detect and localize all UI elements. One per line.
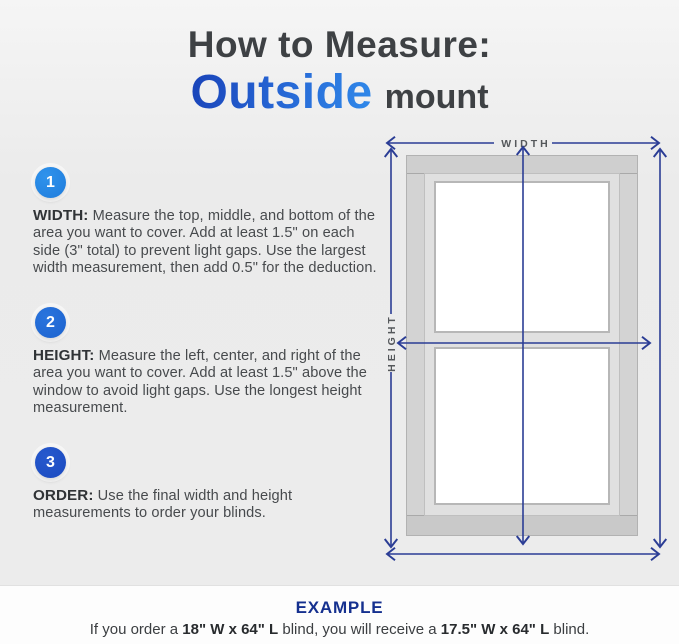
measurement-arrows-overlay xyxy=(380,130,672,570)
step-2-label: HEIGHT: xyxy=(33,347,95,364)
example-ordered-size: 18" W x 64" L xyxy=(182,621,279,638)
step-3-order xyxy=(33,447,377,523)
step-2-height xyxy=(33,307,377,418)
step-2-text xyxy=(33,347,377,418)
title-line-1: How to Measure: xyxy=(187,24,492,65)
title-line-2 xyxy=(0,65,679,119)
example-received-size: 17.5" W x 64" L xyxy=(440,621,550,638)
step-1-number-badge: 1 xyxy=(35,167,66,198)
window-measurement-diagram xyxy=(380,130,672,570)
page-title xyxy=(0,24,679,118)
step-1-width xyxy=(33,167,377,278)
width-dimension-label: WIDTH xyxy=(501,138,551,150)
step-1-label: WIDTH: xyxy=(33,207,89,224)
step-1-text xyxy=(33,207,377,278)
example-text-middle: blind, you will receive a xyxy=(278,621,441,638)
step-2-number-badge: 2 xyxy=(35,307,66,338)
example-heading: EXAMPLE xyxy=(295,598,384,617)
height-dimension-label: HEIGHT xyxy=(386,314,398,372)
step-3-number-badge: 3 xyxy=(35,447,66,478)
title-mount-text: mount xyxy=(384,77,489,116)
example-text-prefix: If you order a xyxy=(89,621,183,638)
example-sentence xyxy=(0,621,679,638)
step-3-label: ORDER: xyxy=(33,487,94,504)
step-3-text xyxy=(33,487,377,523)
step-1-description: Measure the top, middle, and bottom of the area you want to cover. Add at least 1.5" on each side (3" total) to prevent light gaps. Use the largest width measurement, then add 0.5" for the deduction. xyxy=(33,208,377,277)
step-3-description: Use the final width and height measurements to order your blinds. xyxy=(33,488,293,522)
example-text-suffix: blind. xyxy=(549,621,590,638)
step-2-description: Measure the left, center, and right of the area you want to cover. Add at least 1.5" above the window to avoid light gaps. Use the longest height measurement. xyxy=(33,348,367,417)
example-section xyxy=(0,585,679,644)
title-highlight-outside: Outside xyxy=(190,65,373,119)
